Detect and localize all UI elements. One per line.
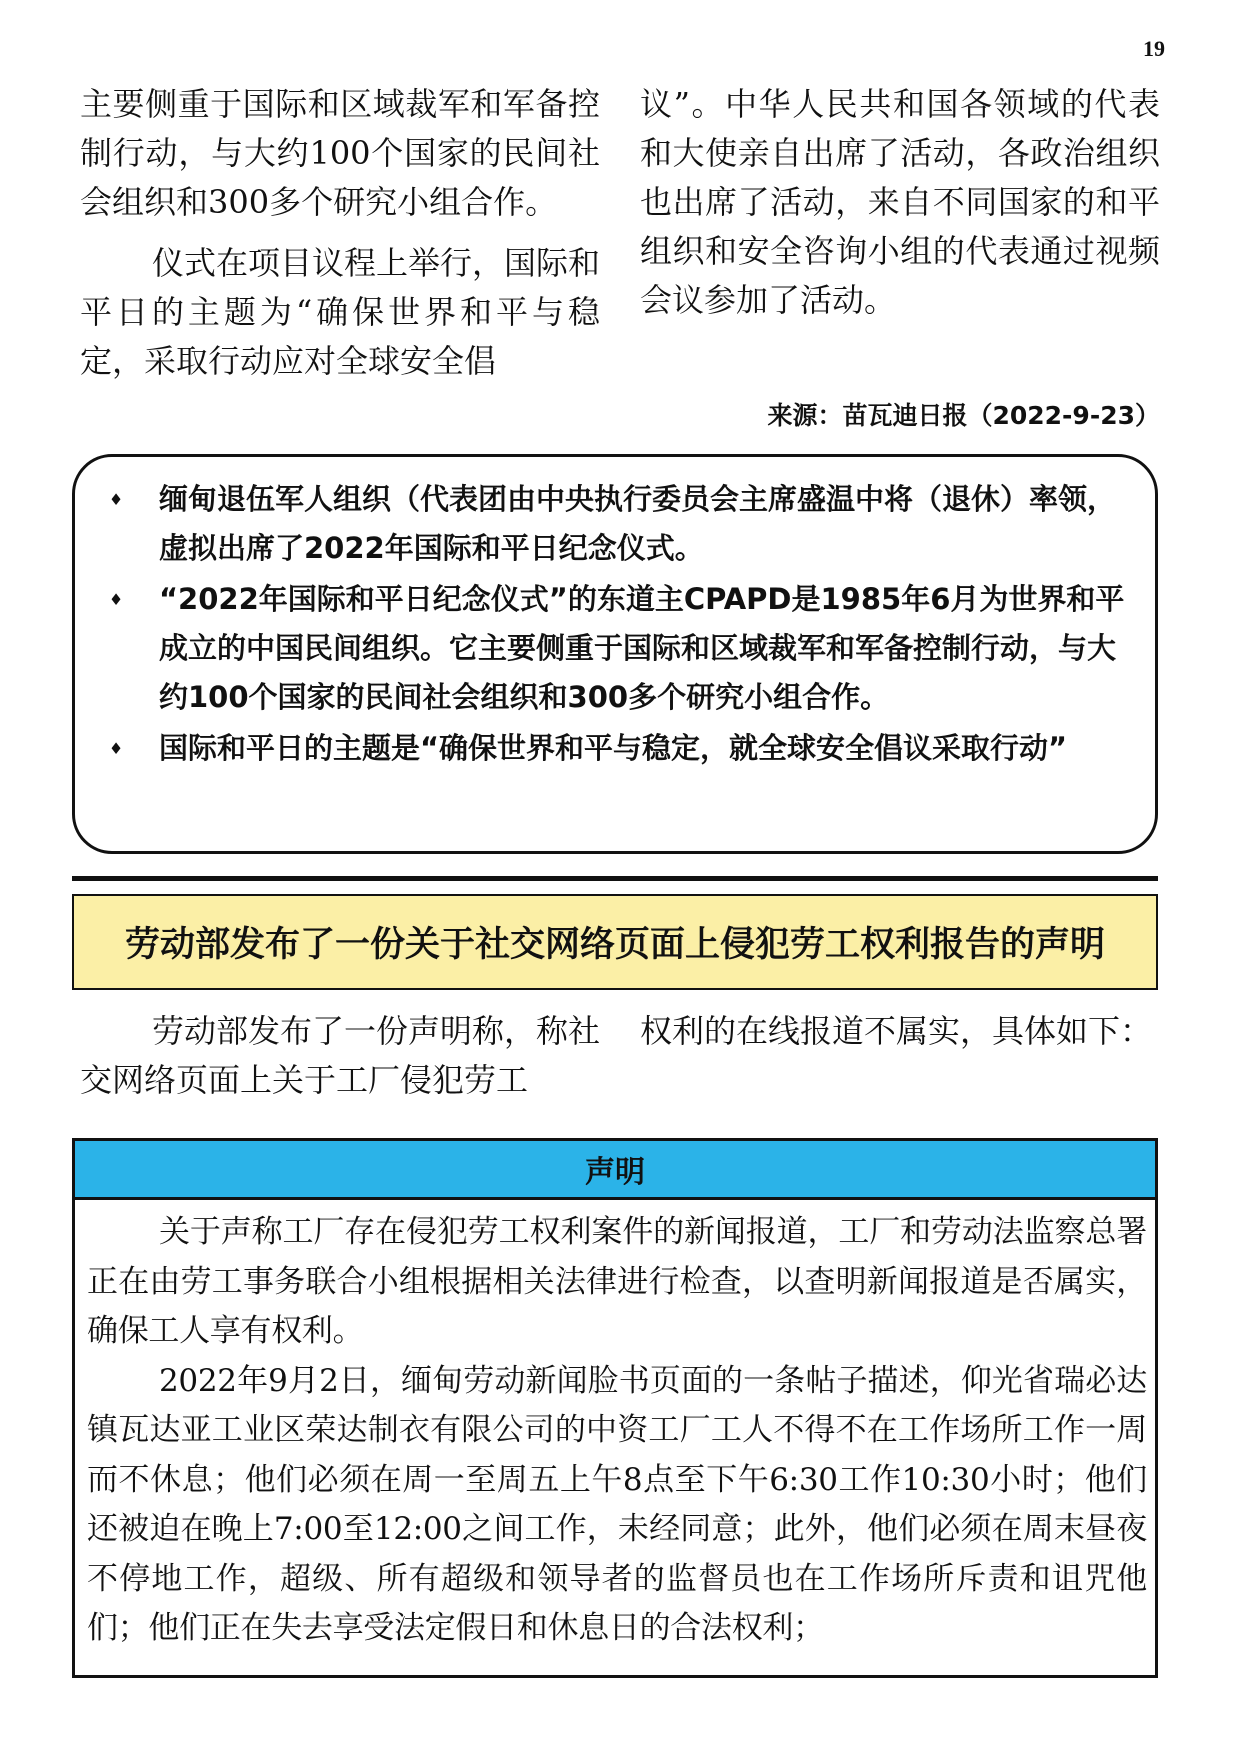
- summary-box: [72, 454, 1158, 854]
- article-column-left: [80, 80, 600, 386]
- summary-item-text: 国际和平日的主题是“确保世界和平与稳定，就全球安全倡议采取行动”: [159, 731, 1068, 765]
- article-intro: [80, 1007, 1160, 1105]
- paragraph: 劳动部发布了一份声明称，称社交网络页面上关于工厂侵犯劳工: [80, 1012, 601, 1099]
- diamond-bullet-icon: ♦: [108, 590, 124, 609]
- paragraph: 权利的在线报道不属实，具体如下：: [640, 1012, 1153, 1050]
- paragraph: 仪式在项目议程上举行，国际和平日的主题为“确保世界和平与稳定，采取行动应对全球安全倡: [80, 244, 601, 380]
- statement-paragraph: 关于声称工厂存在侵犯劳工权利案件的新闻报道，工厂和劳动法监察总署正在由劳工事务联合小组根据相关法律进行检查，以查明新闻报道是否属实，确保工人享有权利。: [87, 1214, 1147, 1349]
- paragraph: 议”。中华人民共和国各领域的代表和大使亲自出席了活动，各政治组织也出席了活动，来自不同国家的和平组织和安全咨询小组的代表通过视频会议参加了活动。: [640, 85, 1160, 319]
- diamond-bullet-icon: ♦: [108, 490, 124, 509]
- statement-box: [72, 1138, 1158, 1678]
- summary-list: [101, 475, 1129, 773]
- section-divider: [72, 876, 1158, 881]
- statement-title: 声明: [75, 1141, 1155, 1200]
- summary-item-text: “2022年国际和平日纪念仪式”的东道主CPAPD是1985年6月为世界和平成立的中国民间组织。它主要侧重于国际和区域裁军和军备控制行动，与大约100个国家的民间社会组织和300多个研究小组合作。: [159, 582, 1125, 714]
- article-column-right: [640, 80, 1160, 386]
- summary-item: [101, 475, 1129, 573]
- page-number: 19: [1143, 36, 1165, 61]
- article-column-left: [80, 1007, 600, 1105]
- article-column-right: [640, 1007, 1160, 1105]
- paragraph: 主要侧重于国际和区域裁军和军备控制行动，与大约100个国家的民间社会组织和300多个研究小组合作。: [80, 85, 600, 221]
- summary-item: [101, 575, 1129, 722]
- article-headline: 劳动部发布了一份关于社交网络页面上侵犯劳工权利报告的声明: [72, 894, 1158, 990]
- article-continuation: [80, 80, 1160, 386]
- diamond-bullet-icon: ♦: [108, 739, 124, 758]
- summary-item: [101, 724, 1129, 773]
- statement-body: [75, 1200, 1155, 1654]
- article-source: 来源：苗瓦迪日报（2022-9-23）: [767, 401, 1160, 430]
- statement-paragraph: 2022年9月2日，缅甸劳动新闻脸书页面的一条帖子描述，仰光省瑞必达镇瓦达亚工业区荣达制衣有限公司的中资工厂工人不得不在工作场所工作一周而不休息；他们必须在周一至周五上午8点至下午6:30工作10:30小时；他们还被迫在晚上7:00至12:00之间工作，未经同意；此外，他们必须在周末昼夜不停地工作，超级、所有超级和领导者的监督员也在工作场所斥责和诅咒他们；他们正在失去享受法定假日和休息日的合法权利；: [87, 1362, 1147, 1646]
- summary-item-text: 缅甸退伍军人组织（代表团由中央执行委员会主席盛温中将（退休）率领，虚拟出席了2022年国际和平日纪念仪式。: [159, 482, 1117, 565]
